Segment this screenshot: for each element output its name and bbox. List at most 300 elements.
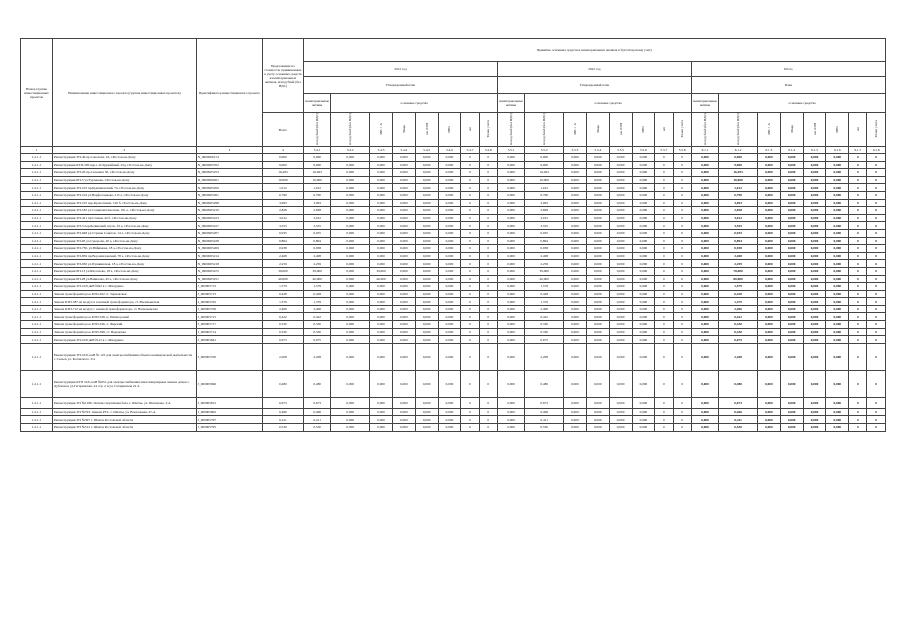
row-value: 0,000 [780,222,803,230]
row-value: 0 [849,321,867,329]
row-value: 1,379 [303,298,330,306]
row-project-name: Реконструкция ТП-421 пр.Стачки, 44 б, г.Ростов-на-Дону [52,214,196,222]
header-subcolumn [673,113,691,147]
row-value: 0 [461,267,479,275]
row-value: 0,000 [586,397,609,408]
row-value: 0,000 [370,154,393,162]
row-value: 0,000 [691,370,718,397]
row-value: 0,000 [757,328,780,336]
row-value: 0,000 [415,275,438,283]
row-value: 0,000 [691,336,718,344]
row-value: 0,000 [609,397,632,408]
row-value: 0,000 [757,252,780,260]
row-value: 0 [655,229,673,237]
row-value: 0,000 [609,169,632,177]
row-value: 0,000 [415,370,438,397]
row-value: 0,000 [691,424,718,432]
row-value: 0,000 [632,237,655,245]
row-project-id: J_000005713 [196,290,262,298]
row-value: 0,000 [609,416,632,424]
header-subcolumn-label: млн рублей (без НДС) [703,113,707,145]
row-value: 0,000 [780,397,803,408]
column-number: 5.4.7 [461,147,479,154]
row-value: 0,000 [780,370,803,397]
row-value: 0,000 [780,199,803,207]
row-value: 0 [461,184,479,192]
row-value: 0 [867,154,886,162]
row-value: 0,000 [691,237,718,245]
row-value: 9,000 [719,161,758,169]
row-value: 0 [849,207,867,215]
row-value: 0,000 [826,229,849,237]
row-value: 0,000 [780,237,803,245]
report-table [20,38,886,432]
header-subcolumn [415,113,438,147]
row-group-number: 1.2.1.1 [21,214,53,222]
row-value: 0,000 [497,169,524,177]
row-value: 0,000 [564,408,587,416]
row-value: 0,000 [392,229,415,237]
row-value: 0,000 [803,245,826,253]
row-value: 0,000 [438,267,461,275]
row-value: 0,000 [497,245,524,253]
row-group-number: 1.2.1.1 [21,397,53,408]
row-total-cost: 3,555 [262,222,303,230]
row-value: 0,000 [564,290,587,298]
row-value: 0,000 [826,207,849,215]
row-value: 0,000 [757,424,780,432]
row-value: 0,000 [586,169,609,177]
row-value: 0 [461,237,479,245]
row-value: 0,938 [525,245,564,253]
row-value: 78,000 [719,267,758,275]
row-value: 0,000 [438,305,461,313]
row-value: 0,530 [719,424,758,432]
row-value: 0 [867,424,886,432]
row-value: 0 [461,336,479,344]
row-value: 0,000 [780,229,803,237]
row-value: 0,000 [564,214,587,222]
row-value: 0,428 [719,290,758,298]
table-row [21,176,886,184]
row-group-number: 1.2.1.1 [21,321,53,329]
row-value: 0,000 [370,370,393,397]
row-project-id: J_000005700 [196,343,262,370]
header-fixed-assets: основные средства [331,94,498,113]
row-value: 0,000 [803,199,826,207]
row-value: 0,673 [303,397,330,408]
row-group-number: 1.2.1.1 [21,245,53,253]
row-total-cost: 2,208 [262,343,303,370]
table-row [21,207,886,215]
row-value: 0,000 [415,424,438,432]
row-value: 0 [655,290,673,298]
row-value: 0,790 [525,191,564,199]
row-value: 0,000 [497,298,524,306]
header-plan-total: План [691,77,885,94]
row-value: 0,000 [780,169,803,177]
row-value: 0 [849,229,867,237]
row-value: 0,000 [826,154,849,162]
row-value: 0 [867,370,886,397]
column-number: 6.1.6 [826,147,849,154]
row-value: 0 [461,207,479,215]
row-value: 0,000 [586,229,609,237]
row-value: 0 [849,343,867,370]
row-value: 0,000 [370,184,393,192]
row-value: 0,000 [780,252,803,260]
row-value: 0,000 [415,260,438,268]
row-value: 0,000 [438,321,461,329]
row-value: 3,555 [303,222,330,230]
row-group-number: 1.2.1.1 [21,343,53,370]
row-value: 0,000 [370,298,393,306]
row-total-cost: 0,894 [262,237,303,245]
row-value: 0,000 [586,191,609,199]
column-number: 5.4.3 [370,147,393,154]
row-project-id: J_000005702 [196,298,262,306]
table-row [21,260,886,268]
row-total-cost: 0,935 [262,229,303,237]
header-approved-plan-2021: Утвержденный план [303,77,497,94]
table-row [21,184,886,192]
column-number: 5.4.5 [415,147,438,154]
header-subcolumn [303,113,330,147]
row-value: 0,000 [497,370,524,397]
row-value: 0 [673,313,691,321]
row-value: 0,000 [609,290,632,298]
row-value: 0 [867,176,886,184]
header-subcolumn [586,113,609,147]
row-group-number: 1.2.1.1 [21,207,53,215]
row-value: 0,000 [586,161,609,169]
row-value: 0,000 [331,199,370,207]
header-subcolumn [564,113,587,147]
row-value: 0,000 [632,214,655,222]
row-value: 0 [655,336,673,344]
row-value: 0 [479,214,497,222]
row-value: 3,093 [303,199,330,207]
row-value: 0 [673,191,691,199]
row-value: 0,000 [609,214,632,222]
table-row [21,169,886,177]
row-value: 0,000 [609,229,632,237]
row-value: 0,000 [497,199,524,207]
row-total-cost: 0,428 [262,290,303,298]
row-value: 0 [479,298,497,306]
row-value: 0 [849,397,867,408]
row-value: 0 [479,207,497,215]
row-value: 0,000 [780,267,803,275]
row-total-cost: 0,530 [262,424,303,432]
row-value: 0,000 [564,267,587,275]
row-value: 0,000 [803,176,826,184]
row-project-id: J_000005712 [196,283,262,291]
row-value: 0 [673,328,691,336]
row-value: 0,000 [757,298,780,306]
row-value: 0 [655,298,673,306]
row-value: 0,000 [780,207,803,215]
header-subcolumn-label: МВ×А [379,123,384,135]
row-value: 0,000 [826,416,849,424]
row-total-cost: 2,828 [262,207,303,215]
row-value: 0,000 [609,154,632,162]
row-value: 0,000 [564,199,587,207]
header-intangible: нематериальные активы [497,94,524,113]
row-value: 0 [479,290,497,298]
row-total-cost: 0,330 [262,328,303,336]
row-value: 0,000 [331,184,370,192]
row-total-cost: 2,408 [262,252,303,260]
row-value: 0 [655,214,673,222]
row-value: 0 [461,222,479,230]
row-value: 0,000 [632,207,655,215]
row-value: 0 [673,207,691,215]
column-number: 5.4.1 [303,147,330,154]
row-value: 0,000 [415,245,438,253]
row-value: 0,000 [609,245,632,253]
row-value: 0,000 [331,343,370,370]
row-value: 0,000 [392,161,415,169]
row-value: 0,000 [691,222,718,230]
row-value: 0,000 [415,176,438,184]
row-value: 0 [849,416,867,424]
row-value: 0,000 [497,313,524,321]
row-value: 0 [849,283,867,291]
row-value: 0,000 [438,169,461,177]
row-project-name: Реконструкция РП-3 ул.Тургенева, г.Ростов-на-Дону [52,176,196,184]
row-value: 0,000 [564,176,587,184]
row-value: 0,000 [691,191,718,199]
row-value: 0,480 [719,370,758,397]
row-value: 0,000 [392,290,415,298]
row-value: 0 [867,161,886,169]
row-value: 2,208 [719,343,758,370]
row-group-number: 1.2.1.1 [21,290,53,298]
row-value: 0 [867,169,886,177]
row-value: 0,938 [719,245,758,253]
row-group-number: 1.2.1.1 [21,267,53,275]
table-row [21,252,886,260]
row-value: 0,000 [586,184,609,192]
row-value: 0 [461,290,479,298]
row-value: 0,000 [564,154,587,162]
row-value: 0,000 [826,260,849,268]
row-value: 0,000 [609,328,632,336]
row-value: 0,000 [331,283,370,291]
row-value: 0,000 [497,328,524,336]
row-value: 0 [849,169,867,177]
row-project-name: Реконструкция ТП-10/0,4кВ №92 в с. Мичурино [52,283,196,291]
row-value: 0 [655,267,673,275]
column-number: 5.5.2 [525,147,564,154]
row-value: 0 [673,275,691,283]
row-value: 0,000 [609,252,632,260]
row-project-name: Реконструкция ТП-648 ул.Страны Советов, 14 а, г.Ростов-на-Дону [52,229,196,237]
row-value: 0,000 [632,267,655,275]
row-value: 0,000 [803,275,826,283]
row-value: 0,675 [719,336,758,344]
row-value: 0 [655,176,673,184]
row-value: 0 [849,370,867,397]
row-value: 0,000 [757,290,780,298]
row-project-name: Реконструкция ТП-49 пр.Соколова, 43, г.Ростов-на-Дону [52,154,196,162]
row-value: 0 [673,370,691,397]
row-value: 3,555 [719,222,758,230]
row-value: 0 [461,214,479,222]
row-project-name: Замена трансформатора в КТП-528, п. Пятигорский [52,313,196,321]
row-value: 0,000 [632,283,655,291]
row-value: 0,000 [586,298,609,306]
row-value: 0 [479,199,497,207]
row-value: 0 [655,424,673,432]
row-value: 3,012 [525,214,564,222]
header-cost-proposal: Предложение по стоимости, принимаемых к учету основных средств и нематериальных активов, млн рублей (без НДС) [262,39,303,113]
row-value: 0 [479,245,497,253]
row-value: 10,000 [719,176,758,184]
row-value: 0 [867,397,886,408]
row-value: 0,000 [803,154,826,162]
row-project-name: Реконструкция ТП-103 пр.Будённовский, 74, г.Ростов-на-Дону [52,184,196,192]
row-value: 0 [849,328,867,336]
row-project-id: N_0900005959 [196,184,262,192]
row-value: 0 [867,321,886,329]
row-value: 0 [479,222,497,230]
row-total-cost: 40,000 [262,275,303,283]
row-total-cost: 3,012 [262,214,303,222]
row-project-id: N_0900006201 [196,176,262,184]
row-value: 0,000 [564,283,587,291]
row-project-id: N_0900005298 [196,199,262,207]
row-value: 0,000 [392,283,415,291]
row-value: 0 [867,267,886,275]
row-project-name: Реконструкция ТП-930 ул.Пушкинская, 18 а, г.Ростов-на-Дону [52,260,196,268]
row-value: 1,012 [303,184,330,192]
column-number: 5.5.8 [673,147,691,154]
row-value: 0,000 [497,275,524,283]
row-group-number: 1.2.1.1 [21,229,53,237]
row-value: 0,000 [331,416,370,424]
row-value: 0,000 [438,207,461,215]
row-value: 0,000 [586,237,609,245]
row-value: 0,000 [609,199,632,207]
row-value: 0 [849,275,867,283]
row-total-cost: 1,379 [262,298,303,306]
row-group-number: 1.2.1.1 [21,336,53,344]
row-value: 0,000 [370,313,393,321]
table-row [21,154,886,162]
row-value: 0,000 [564,252,587,260]
column-number: 5.5.1 [497,147,524,154]
row-value: 0 [673,408,691,416]
row-value: 0,000 [757,214,780,222]
row-value: 0,000 [826,336,849,344]
row-total-cost: 39,000 [262,267,303,275]
row-value: 0,000 [497,176,524,184]
row-value: 0,000 [370,252,393,260]
row-total-cost: 10,000 [262,176,303,184]
row-value: 0,000 [370,321,393,329]
row-value: 0,000 [415,283,438,291]
row-value: 0,000 [803,370,826,397]
row-value: 0,000 [370,199,393,207]
header-subcolumn [370,113,393,147]
row-value: 0,790 [719,191,758,199]
row-project-id: N_0900005261 [196,191,262,199]
row-project-name: Реконструкция ТП-182 ул.Социалистическая, 191 а, г.Ростов-на-Дону [52,207,196,215]
row-value: 0,000 [370,245,393,253]
row-value: 0 [479,176,497,184]
row-value: 1,012 [719,184,758,192]
row-total-cost: 0,422 [262,313,303,321]
row-value: 0,000 [780,275,803,283]
row-value: 0 [479,229,497,237]
row-value: 0,000 [691,161,718,169]
row-value: 0,000 [780,424,803,432]
row-value: 0,000 [780,343,803,370]
row-value: 0,000 [438,199,461,207]
row-group-number: 1.2.1.1 [21,176,53,184]
row-value: 0 [867,260,886,268]
header-project-name: Наименование инвестиционного проекта (группы инвестиционных проектов) [52,39,196,147]
row-value: 0,000 [609,267,632,275]
row-value: 0,000 [691,328,718,336]
row-value: 3,093 [525,199,564,207]
row-value: 0,000 [609,207,632,215]
row-value: 0,000 [586,283,609,291]
row-value: 0,000 [331,260,370,268]
row-total-cost: 1,012 [262,184,303,192]
row-value: 0,411 [719,416,758,424]
header-total-sub: Всего [262,113,303,147]
row-value: 0,000 [609,260,632,268]
row-group-number: 1.2.1.1 [21,169,53,177]
row-value: 0,000 [586,214,609,222]
header-subcolumn-label: МВ×А [766,123,771,135]
row-value: 0,000 [370,207,393,215]
row-value: 9,000 [525,161,564,169]
row-value: 0,000 [780,260,803,268]
row-value: 0,000 [415,252,438,260]
row-value: 0 [655,313,673,321]
row-total-cost: 9,000 [262,161,303,169]
row-value: 0,000 [780,184,803,192]
row-value: 0,330 [303,328,330,336]
row-total-cost: 3,093 [262,199,303,207]
row-value: 2,259 [525,260,564,268]
row-value: 0 [849,161,867,169]
header-subcolumn-label: км ЛЭП [424,123,429,135]
row-value: 0,000 [392,408,415,416]
row-value: 0 [849,267,867,275]
row-value: 0,000 [757,222,780,230]
row-value: 0,000 [438,370,461,397]
row-value: 0,000 [415,191,438,199]
row-value: 0 [849,237,867,245]
row-group-number: 1.2.1.1 [21,260,53,268]
row-value: 0,000 [438,214,461,222]
row-value: 0,000 [632,184,655,192]
row-value: 0,000 [586,336,609,344]
row-value: 0,000 [331,214,370,222]
row-value: 0,000 [757,199,780,207]
row-value: 0 [867,275,886,283]
row-value: 0 [461,298,479,306]
row-value: 0,000 [691,184,718,192]
row-value: 1,579 [525,283,564,291]
row-value: 0,000 [370,305,393,313]
row-value: 0,000 [331,176,370,184]
